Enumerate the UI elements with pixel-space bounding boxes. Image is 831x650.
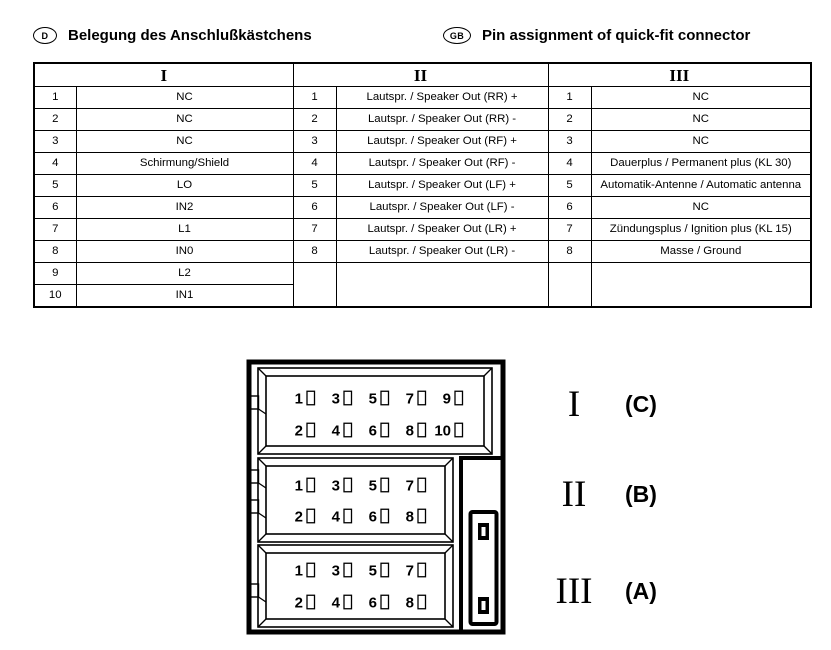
pin-cell: 5 [548, 175, 591, 197]
pin-number: 3 [331, 390, 340, 408]
aux-pin-slot-icon [478, 597, 489, 614]
pin-cell: 3 [548, 131, 591, 153]
chamber-III-pins [295, 563, 426, 612]
pin-number: 7 [405, 477, 414, 495]
pin-cell: 3 [293, 131, 336, 153]
label-cell: Lautspr. / Speaker Out (RF) - [336, 153, 548, 175]
label-cell: IN0 [76, 241, 293, 263]
label-cell: LO [76, 175, 293, 197]
pin-slot-icon [381, 391, 389, 405]
pin-slot-icon [381, 595, 389, 609]
chamber-label-III [535, 569, 657, 614]
pin-slot-icon [381, 478, 389, 492]
label-cell: Automatik-Antenne / Automatic antenna [591, 175, 811, 197]
chamber-letter: (B) [625, 481, 657, 507]
pin-number: 3 [331, 477, 340, 495]
pin-cell: 9 [34, 263, 76, 285]
label-cell: L1 [76, 219, 293, 241]
pin-cell: 4 [548, 153, 591, 175]
pin-slot-icon [418, 391, 426, 405]
chamber-letter: (A) [625, 578, 657, 604]
label-cell: NC [76, 131, 293, 153]
label-cell: Dauerplus / Permanent plus (KL 30) [591, 153, 811, 175]
pin-slot-icon [381, 509, 389, 523]
pin-number: 5 [368, 562, 377, 580]
section-header-I: I [34, 63, 293, 87]
label-cell: NC [591, 87, 811, 109]
section-header-II: II [293, 63, 548, 87]
aux-pin-slot-icon [478, 523, 489, 540]
pin-cell: 1 [34, 87, 76, 109]
pin-cell: 8 [34, 241, 76, 263]
label-cell: Lautspr. / Speaker Out (RR) + [336, 87, 548, 109]
pin-number: 9 [442, 390, 451, 408]
pin-cell: 8 [293, 241, 336, 263]
table-row [34, 131, 811, 153]
pin-number: 3 [331, 562, 340, 580]
chamber-I [258, 368, 492, 454]
pin-number: 2 [294, 422, 303, 440]
empty-cell [548, 263, 591, 308]
pin-slot-icon [307, 391, 315, 405]
pin-cell: 1 [548, 87, 591, 109]
pin-slot-icon [344, 563, 352, 577]
label-cell: L2 [76, 263, 293, 285]
pin-cell: 6 [293, 197, 336, 219]
pin-cell: 7 [548, 219, 591, 241]
pin-cell: 4 [293, 153, 336, 175]
label-cell: NC [591, 131, 811, 153]
pin-slot-icon [381, 563, 389, 577]
chamber-label-I [535, 382, 657, 427]
pin-slot-icon [344, 478, 352, 492]
label-cell: IN2 [76, 197, 293, 219]
pin-number: 6 [368, 422, 377, 440]
aux-connector [471, 512, 497, 624]
chamber-III [258, 545, 453, 627]
table-row [34, 87, 811, 109]
table-row [34, 219, 811, 241]
label-cell: NC [76, 109, 293, 131]
label-cell: Schirmung/Shield [76, 153, 293, 175]
label-cell: IN1 [76, 285, 293, 308]
pin-slot-icon [455, 423, 463, 437]
pin-number: 4 [331, 594, 340, 612]
pin-cell: 4 [34, 153, 76, 175]
table-header-row [34, 63, 811, 87]
pin-number: 2 [294, 508, 303, 526]
chamber-II-pins [295, 478, 426, 526]
pin-number: 7 [405, 562, 414, 580]
pin-slot-icon [307, 423, 315, 437]
pin-slot-icon [344, 391, 352, 405]
pin-number: 8 [405, 422, 414, 440]
pin-number: 8 [405, 508, 414, 526]
pin-cell: 1 [293, 87, 336, 109]
pin-cell: 7 [293, 219, 336, 241]
empty-cell [591, 263, 811, 308]
country-badge-d: D [33, 27, 57, 44]
pin-slot-icon [418, 509, 426, 523]
pin-number: 10 [434, 422, 451, 440]
chamber-numeral: II [561, 474, 587, 515]
pin-cell: 2 [293, 109, 336, 131]
german-title: Belegung des Anschlußkästchens [68, 27, 312, 44]
label-cell: Lautspr. / Speaker Out (LR) + [336, 219, 548, 241]
pin-slot-icon [418, 563, 426, 577]
pin-cell: 2 [548, 109, 591, 131]
table-row [34, 153, 811, 175]
label-cell: Lautspr. / Speaker Out (LF) + [336, 175, 548, 197]
pin-slot-icon [455, 391, 463, 405]
pin-slot-icon [344, 423, 352, 437]
pin-number: 4 [331, 508, 340, 526]
table-row [34, 197, 811, 219]
english-heading [443, 27, 750, 44]
pin-number: 4 [331, 422, 340, 440]
chamber-letter: (C) [625, 391, 657, 417]
table-row [34, 109, 811, 131]
chamber-I-pins [295, 391, 463, 440]
label-cell: Zündungsplus / Ignition plus (KL 15) [591, 219, 811, 241]
pin-slot-icon [418, 595, 426, 609]
chamber-numeral: III [555, 571, 593, 612]
empty-cell [293, 263, 336, 308]
pin-slot-icon [344, 595, 352, 609]
label-cell: Lautspr. / Speaker Out (RR) - [336, 109, 548, 131]
label-cell: NC [591, 197, 811, 219]
pin-slot-icon [307, 509, 315, 523]
table-row [34, 241, 811, 263]
german-heading [33, 27, 312, 44]
label-cell: Lautspr. / Speaker Out (LF) - [336, 197, 548, 219]
table-row [34, 175, 811, 197]
pin-number: 6 [368, 594, 377, 612]
chamber-II [258, 458, 453, 542]
pin-number: 1 [294, 390, 303, 408]
pin-slot-icon [418, 423, 426, 437]
pin-number: 1 [294, 477, 303, 495]
pin-cell: 2 [34, 109, 76, 131]
pin-number: 6 [368, 508, 377, 526]
chamber-label-II [535, 472, 657, 517]
pin-slot-icon [307, 595, 315, 609]
pin-cell: 8 [548, 241, 591, 263]
pin-cell: 5 [293, 175, 336, 197]
label-cell: NC [76, 87, 293, 109]
country-badge-gb: GB [443, 27, 471, 44]
empty-cell [336, 263, 548, 308]
chamber-numeral: I [567, 384, 581, 425]
section-header-III: III [548, 63, 811, 87]
pin-number: 5 [368, 477, 377, 495]
pin-number: 7 [405, 390, 414, 408]
label-cell: Masse / Ground [591, 241, 811, 263]
label-cell: NC [591, 109, 811, 131]
english-title: Pin assignment of quick-fit connector [482, 27, 751, 44]
pin-slot-icon [307, 478, 315, 492]
pin-cell: 7 [34, 219, 76, 241]
pin-number: 5 [368, 390, 377, 408]
pin-assignment-table [33, 62, 812, 308]
pin-cell: 5 [34, 175, 76, 197]
pin-cell: 10 [34, 285, 76, 308]
pin-cell: 6 [548, 197, 591, 219]
pin-slot-icon [418, 478, 426, 492]
connector-diagram [245, 358, 507, 636]
pin-cell: 6 [34, 197, 76, 219]
label-cell: Lautspr. / Speaker Out (RF) + [336, 131, 548, 153]
pin-number: 2 [294, 594, 303, 612]
label-cell: Lautspr. / Speaker Out (LR) - [336, 241, 548, 263]
pin-cell: 3 [34, 131, 76, 153]
pin-slot-icon [307, 563, 315, 577]
pin-slot-icon [344, 509, 352, 523]
pin-slot-icon [381, 423, 389, 437]
pin-number: 1 [294, 562, 303, 580]
pin-number: 8 [405, 594, 414, 612]
table-row [34, 263, 811, 285]
